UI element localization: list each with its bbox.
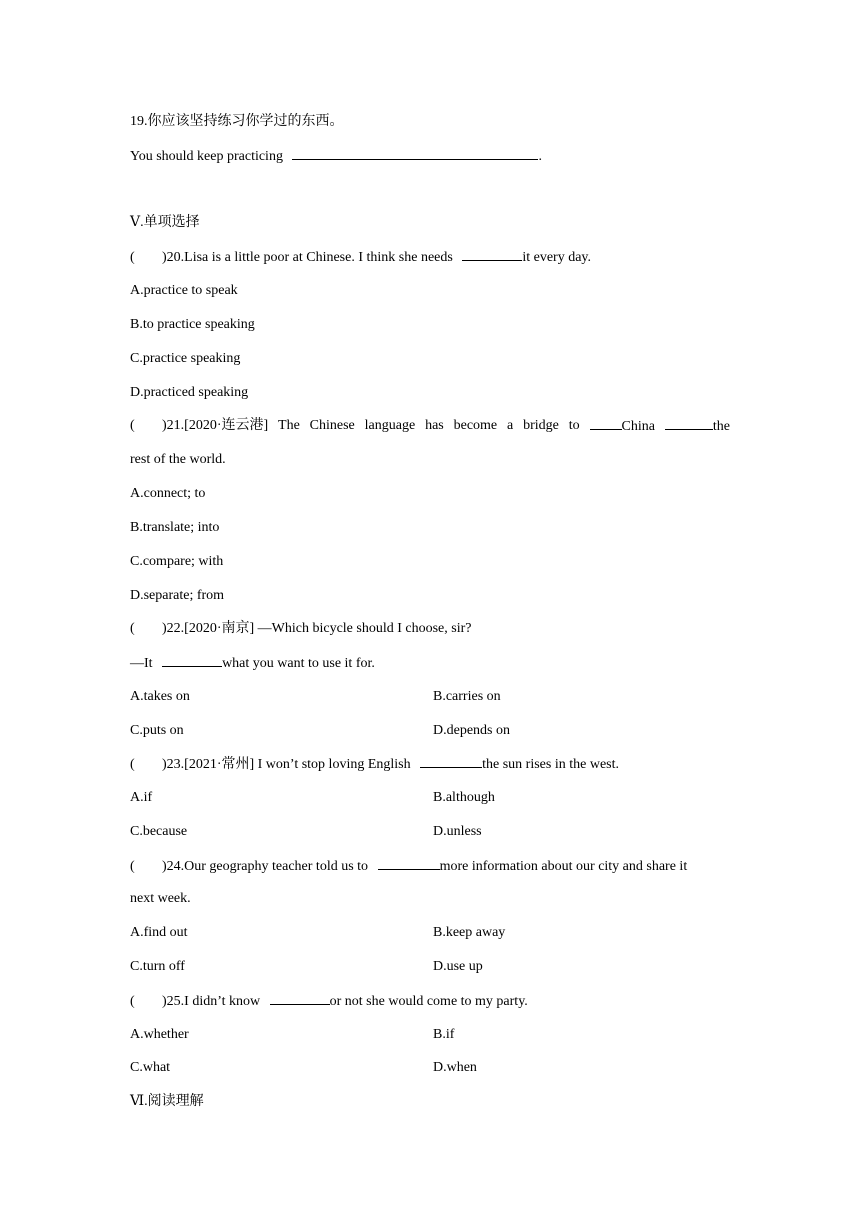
question-23	[130, 755, 619, 774]
q19-chinese: 19.你应该坚持练习你学过的东西。	[130, 114, 344, 129]
question-text: )25.I didn’t know	[162, 994, 261, 1009]
question-word: Chinese	[309, 418, 355, 433]
question-text: more information about our city and share it	[439, 859, 688, 874]
question-24-line2: next week.	[130, 891, 191, 906]
answer-blank	[270, 992, 330, 1005]
answer-paren[interactable]: (	[130, 859, 135, 874]
question-text: what you want to use it for.	[222, 656, 375, 671]
question-text: the sun rises in the west.	[482, 757, 619, 772]
option-c[interactable]: C.what	[130, 1060, 171, 1075]
question-word: has	[425, 418, 444, 433]
option-a[interactable]: A.find out	[130, 925, 188, 940]
option-d[interactable]: D.when	[433, 1060, 477, 1075]
question-text: )20.Lisa is a little poor at Chinese. I think she needs	[162, 250, 453, 265]
option-b[interactable]: B.translate; into	[130, 520, 220, 535]
option-d[interactable]: D.depends on	[433, 723, 510, 738]
option-b[interactable]: B.if	[433, 1027, 455, 1042]
option-c[interactable]: C.because	[130, 824, 188, 839]
option-b[interactable]: B.carries on	[433, 689, 501, 704]
option-b[interactable]: B.to practice speaking	[130, 317, 255, 332]
question-20	[130, 248, 591, 267]
answer-paren[interactable]: (	[130, 621, 135, 636]
question-word: become	[453, 418, 498, 433]
q19-english	[130, 147, 542, 166]
question-24	[130, 857, 687, 876]
q19-prefix: You should keep practicing	[130, 149, 283, 164]
section-title: Ⅴ.单项选择	[130, 215, 200, 230]
option-c[interactable]: C.puts on	[130, 723, 184, 738]
question-22	[130, 620, 471, 638]
question-word: bridge	[523, 418, 559, 433]
question-text: )22.[2020·南京] —Which bicycle should I choose, sir?	[162, 621, 472, 636]
answer-blank	[590, 417, 622, 430]
option-c[interactable]: C.practice speaking	[130, 351, 241, 366]
option-a[interactable]: A.whether	[130, 1027, 189, 1042]
question-22-line2	[130, 654, 375, 673]
question-text: or not she would come to my party.	[329, 994, 528, 1009]
question-word	[590, 417, 655, 436]
q19-suffix: .	[538, 149, 542, 164]
option-d[interactable]: D.practiced speaking	[130, 385, 249, 400]
question-word: to	[568, 418, 580, 433]
question-21-line2: rest of the world.	[130, 452, 226, 467]
question-text: )24.Our geography teacher told us to	[162, 859, 369, 874]
question-text: )23.[2021·常州] I won’t stop loving English	[162, 757, 411, 772]
answer-paren[interactable]: (	[130, 757, 135, 772]
question-word	[665, 417, 730, 436]
question-text: —It	[130, 656, 153, 671]
question-21	[130, 417, 730, 436]
option-a[interactable]: A.if	[130, 790, 153, 805]
option-a[interactable]: A.connect; to	[130, 486, 206, 501]
question-word: a	[507, 418, 514, 433]
answer-blank	[420, 755, 482, 768]
answer-blank	[378, 857, 440, 870]
option-c[interactable]: C.compare; with	[130, 554, 224, 569]
question-text	[130, 417, 268, 436]
answer-paren[interactable]: (	[130, 418, 135, 433]
option-b[interactable]: B.although	[433, 790, 495, 805]
section-title: Ⅵ.阅读理解	[130, 1094, 204, 1109]
question-word: the	[712, 419, 730, 434]
option-a[interactable]: A.practice to speak	[130, 283, 238, 298]
question-25	[130, 992, 528, 1011]
option-d[interactable]: D.unless	[433, 824, 482, 839]
answer-blank	[665, 417, 713, 430]
question-word: )21.[2020·连云港]	[162, 418, 269, 433]
option-d[interactable]: D.use up	[433, 959, 483, 974]
option-a[interactable]: A.takes on	[130, 689, 190, 704]
option-c[interactable]: C.turn off	[130, 959, 185, 974]
option-b[interactable]: B.keep away	[433, 925, 506, 940]
question-word: language	[364, 418, 416, 433]
answer-paren[interactable]: (	[130, 250, 135, 265]
answer-blank	[462, 248, 522, 261]
answer-paren[interactable]: (	[130, 994, 135, 1009]
question-word: China	[621, 419, 655, 434]
answer-blank	[162, 654, 222, 667]
answer-blank[interactable]	[292, 147, 538, 160]
option-d[interactable]: D.separate; from	[130, 588, 225, 603]
question-text: it every day.	[522, 250, 592, 265]
question-word: The	[278, 418, 300, 433]
